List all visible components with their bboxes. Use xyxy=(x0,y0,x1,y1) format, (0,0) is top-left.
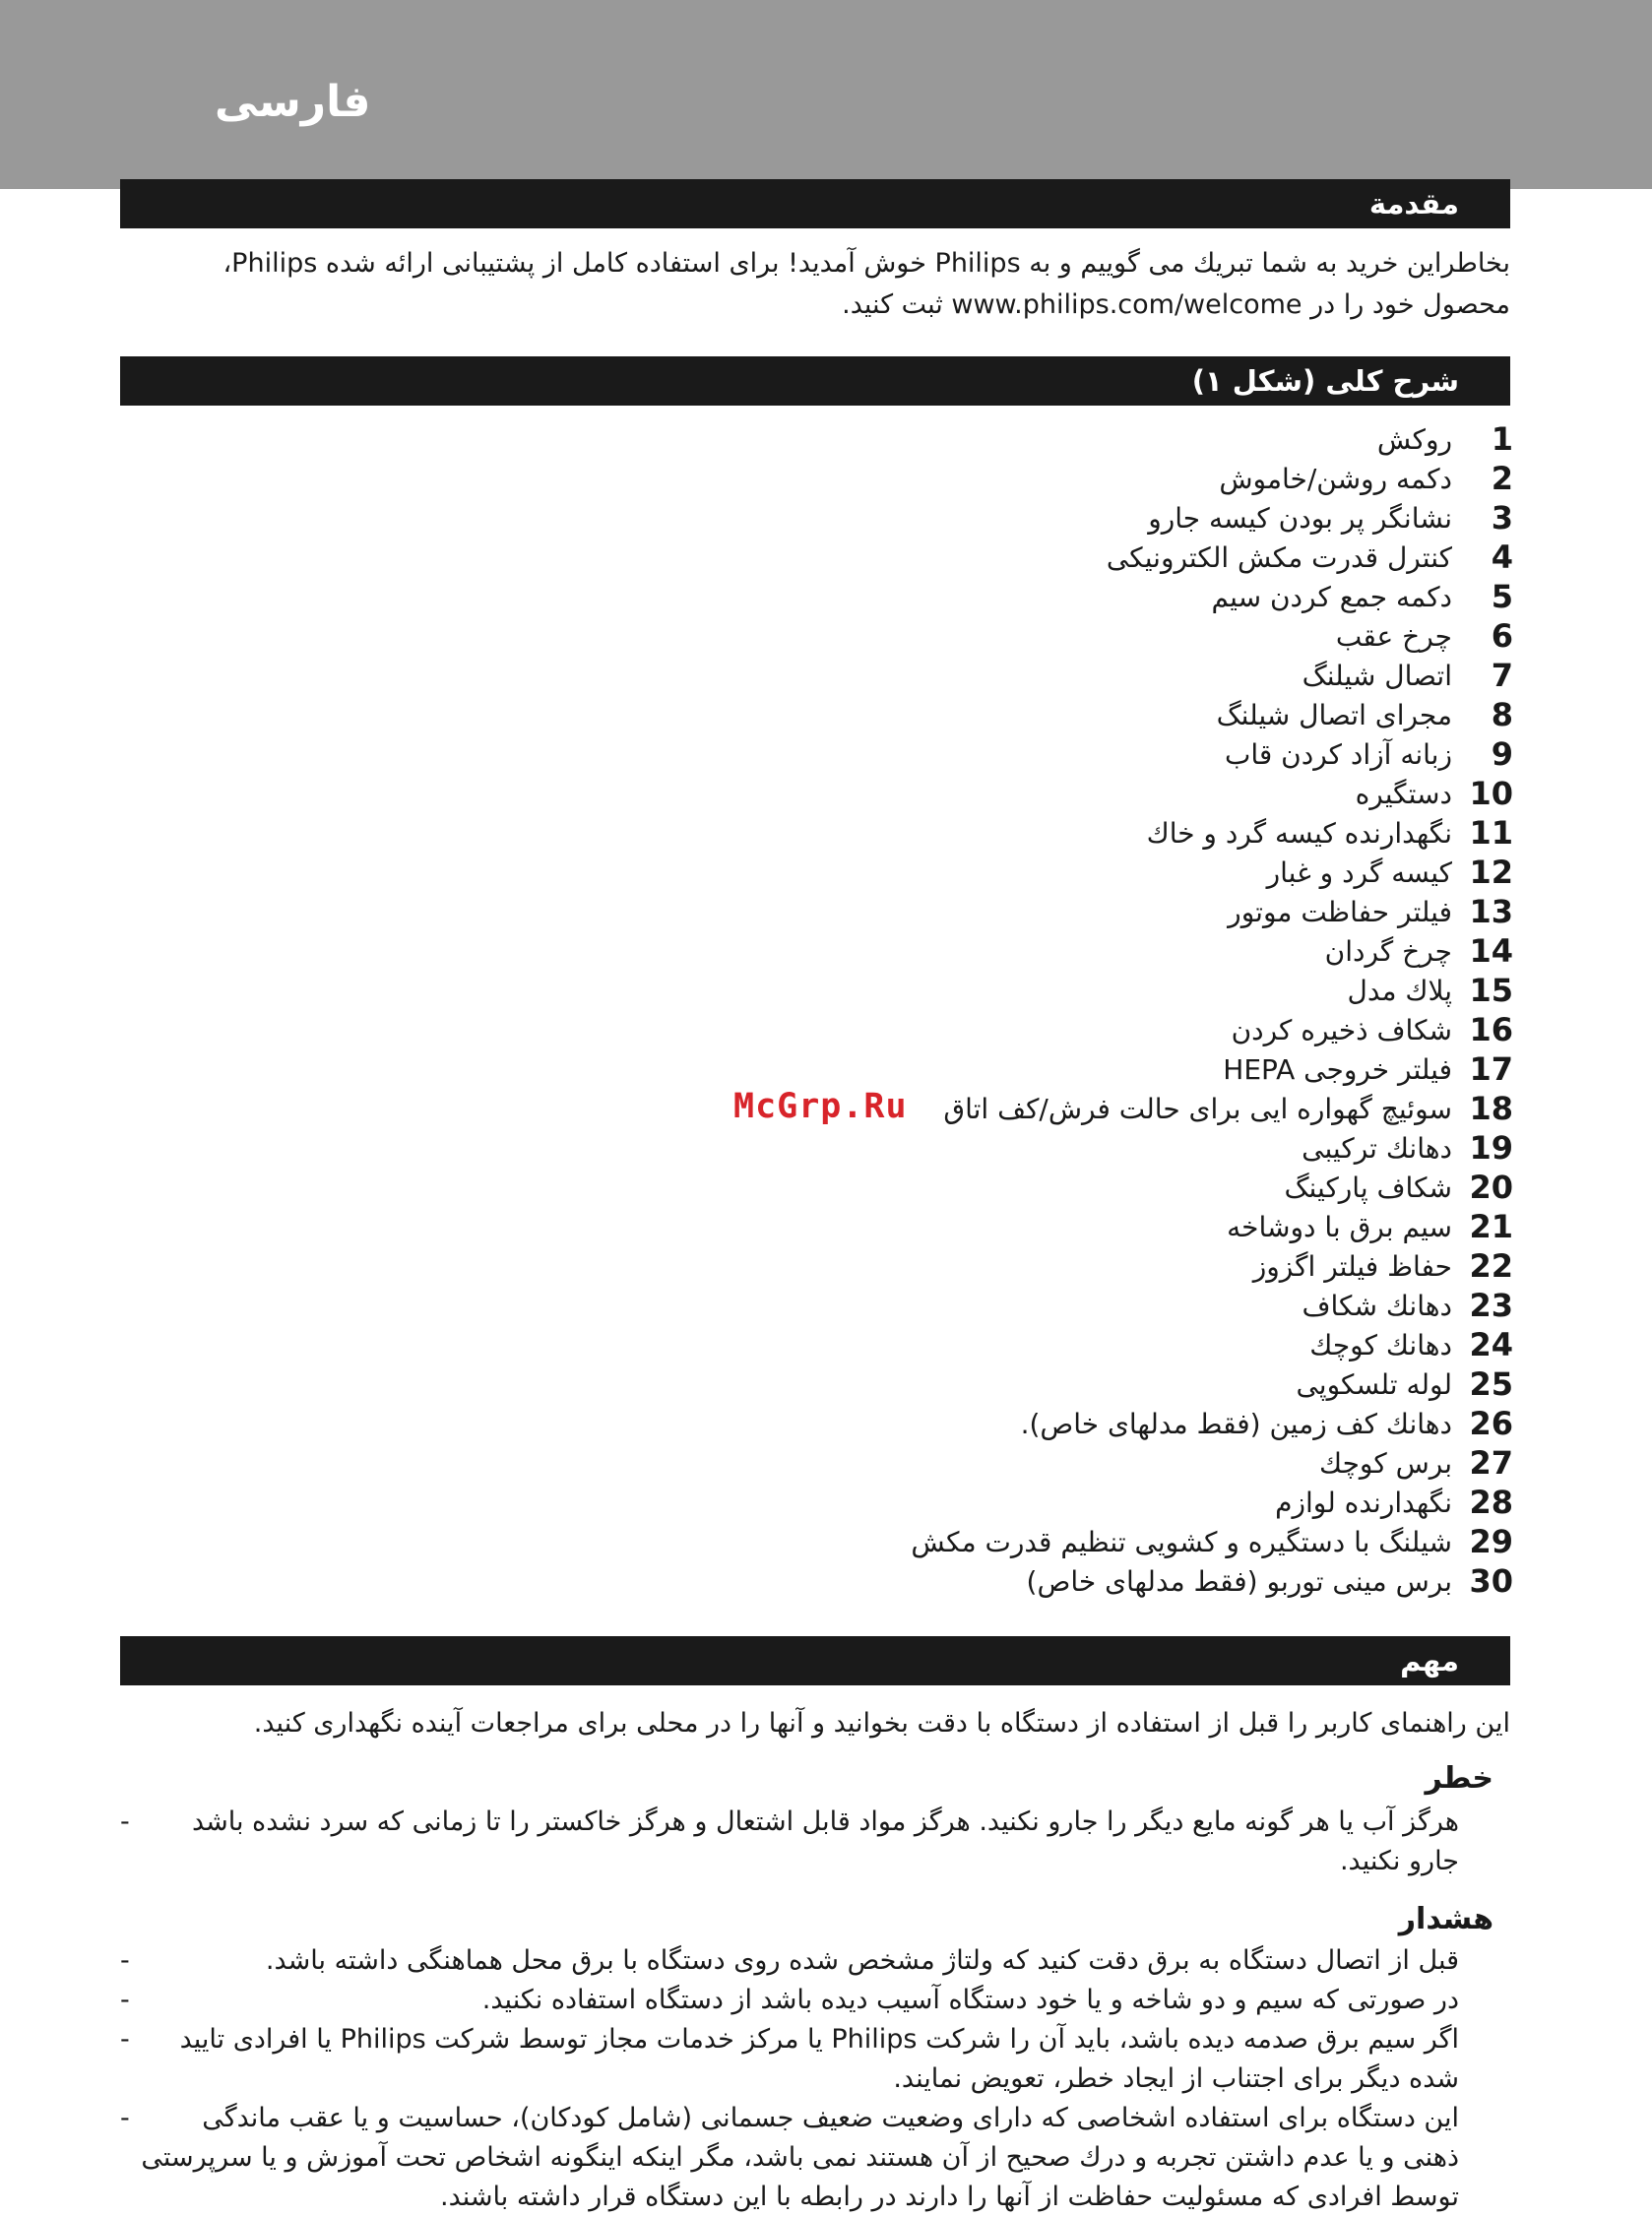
parts-list-item xyxy=(430,616,1513,656)
part-number: 2 xyxy=(1491,460,1513,497)
part-number: 28 xyxy=(1469,1484,1513,1521)
parts-list-item xyxy=(430,577,1513,616)
bullet-item xyxy=(120,2099,1510,2217)
part-label: دهانك شكاف xyxy=(1302,1289,1452,1322)
part-label: دستگیره xyxy=(1355,777,1452,810)
part-number: 21 xyxy=(1469,1208,1513,1245)
parts-list-item xyxy=(430,1561,1513,1601)
part-number: 1 xyxy=(1491,420,1513,458)
parts-list-item xyxy=(430,734,1513,774)
part-number: 10 xyxy=(1469,775,1513,812)
part-label: اتصال شیلنگ xyxy=(1302,659,1452,692)
part-label: سیم برق با دوشاخه xyxy=(1227,1210,1452,1243)
bullet-text: هرگز آب یا هر گونه مایع دیگر را جارو نكنید. هرگز مواد قابل اشتعال و هرگز خاكستر را تا زمانی كه سرد نشده باشد جارو نكنید. xyxy=(191,1806,1459,1876)
part-label: چرخ عقب xyxy=(1335,619,1452,653)
parts-list-item xyxy=(430,538,1513,577)
bullet-item xyxy=(120,2020,1510,2099)
part-label: برس مینی توربو (فقط مدلهای خاص) xyxy=(1026,1564,1452,1598)
section-heading-intro: مقدمة xyxy=(120,179,1510,228)
parts-list-item xyxy=(430,971,1513,1010)
bullet-text: قبل از اتصال دستگاه به برق دقت كنید كه ولتاژ مشخص شده روی دستگاه با برق محل هماهنگی داشته باشد. xyxy=(265,1945,1459,1976)
part-label: پلاك مدل xyxy=(1347,974,1452,1007)
part-number: 26 xyxy=(1469,1405,1513,1442)
important-intro: این راهنمای كاربر را قبل از استفاده از دستگاه با دقت بخوانید و آنها را در محلی برای مراجعات آینده نگهداری كنید. xyxy=(253,1708,1510,1739)
part-label: نگهدارنده كیسه گرد و خاك xyxy=(1146,816,1452,850)
parts-list-item xyxy=(430,1010,1513,1049)
part-number: 8 xyxy=(1491,696,1513,733)
part-label: زبانه آزاد كردن قاب xyxy=(1225,737,1452,771)
parts-list-item xyxy=(430,1286,1513,1325)
parts-list-item xyxy=(430,1207,1513,1246)
bullet-dash: - xyxy=(120,2024,130,2055)
part-label: نگهدارنده لوازم xyxy=(1275,1486,1452,1519)
part-number: 7 xyxy=(1491,657,1513,694)
part-number: 14 xyxy=(1469,932,1513,970)
part-label: شكاف پاركینگ xyxy=(1284,1171,1452,1204)
language-title: فارسی xyxy=(215,77,371,127)
parts-list-item xyxy=(430,1246,1513,1286)
bullet-item xyxy=(120,1941,1510,1981)
part-number: 11 xyxy=(1469,814,1513,852)
part-number: 12 xyxy=(1469,854,1513,891)
part-number: 5 xyxy=(1491,578,1513,615)
parts-list-item xyxy=(430,656,1513,695)
section-heading-important: مهم xyxy=(120,1636,1510,1685)
part-number: 4 xyxy=(1491,538,1513,576)
part-label: لوله تلسكوپی xyxy=(1296,1367,1452,1401)
part-label: فیلتر حفاظت موتور xyxy=(1228,895,1452,928)
parts-list-item xyxy=(430,1049,1513,1089)
part-label: فیلتر خروجی HEPA xyxy=(1223,1052,1452,1086)
part-number: 25 xyxy=(1469,1365,1513,1403)
part-label: حفاظ فیلتر اگزوز xyxy=(1252,1249,1452,1283)
parts-list-item xyxy=(430,931,1513,971)
parts-list-item xyxy=(430,853,1513,892)
parts-list-item xyxy=(430,1168,1513,1207)
bullet-text: در صورتی كه سیم و دو شاخه و یا خود دستگاه آسیب دیده باشد از دستگاه استفاده نكنید. xyxy=(481,1985,1459,2015)
part-number: 18 xyxy=(1469,1090,1513,1127)
danger-list xyxy=(120,1803,1510,1881)
part-number: 16 xyxy=(1469,1011,1513,1048)
danger-title: خطر xyxy=(1425,1761,1493,1796)
part-number: 29 xyxy=(1469,1523,1513,1560)
parts-list-item xyxy=(430,1483,1513,1522)
bullet-item xyxy=(120,1981,1510,2020)
bullet-dash: - xyxy=(120,1985,130,2015)
part-label: شكاف ذخیره كردن xyxy=(1231,1013,1452,1046)
part-number: 20 xyxy=(1469,1169,1513,1206)
parts-list-item xyxy=(430,1443,1513,1483)
parts-list xyxy=(430,419,1513,1601)
part-number: 23 xyxy=(1469,1287,1513,1324)
watermark: McGrp.Ru xyxy=(733,1087,908,1126)
part-number: 22 xyxy=(1469,1247,1513,1285)
part-number: 15 xyxy=(1469,972,1513,1009)
parts-list-item xyxy=(430,774,1513,813)
part-label: برس كوچك xyxy=(1318,1446,1452,1480)
parts-list-item xyxy=(430,1128,1513,1168)
part-number: 19 xyxy=(1469,1129,1513,1167)
part-number: 17 xyxy=(1469,1050,1513,1088)
part-label: دكمه روشن/خاموش xyxy=(1219,462,1452,495)
part-number: 3 xyxy=(1491,499,1513,537)
part-number: 6 xyxy=(1491,617,1513,655)
parts-list-item xyxy=(430,1364,1513,1404)
parts-list-item xyxy=(430,695,1513,734)
part-label: شیلنگ با دستگیره و كشویی تنظیم قدرت مكش xyxy=(911,1525,1452,1558)
part-number: 9 xyxy=(1491,735,1513,773)
part-label: سوئیچ گهواره ایی برای حالت فرش/كف اتاق xyxy=(943,1092,1452,1125)
warning-list xyxy=(120,1941,1510,2217)
parts-list-item xyxy=(430,419,1513,459)
part-number: 30 xyxy=(1469,1562,1513,1600)
parts-list-item xyxy=(430,1089,1513,1128)
part-label: دكمه جمع كردن سیم xyxy=(1211,580,1452,613)
part-label: كیسه گرد و غبار xyxy=(1266,855,1452,889)
part-number: 13 xyxy=(1469,893,1513,930)
parts-list-item xyxy=(430,459,1513,498)
bullet-dash: - xyxy=(120,1945,130,1976)
parts-list-item xyxy=(430,1404,1513,1443)
part-label: نشانگر پر بودن كیسه جارو xyxy=(1148,501,1452,535)
bullet-text: این دستگاه برای استفاده اشخاصی كه دارای وضعیت ضعیف جسمانی (شامل كودكان)، حساسیت و یا عقب ماندگی ذهنی و یا عدم داشتن تجربه و درك صحیح از آن هستند نمی باشد، مگر اینكه اینگونه اشخاص تحت آموزش و یا سرپرستی توسط افرادی كه مسئولیت حفاظت از آنها را دارند در رابطه با این دستگاه قرار داشته باشند. xyxy=(141,2103,1459,2212)
bullet-text: اگر سیم برق صدمه دیده باشد، باید آن را شركت Philips یا مركز خدمات مجاز توسط شركت Philips یا افرادی تایید شده دیگر برای اجتناب از ایجاد خطر، تعویض نمایند. xyxy=(179,2024,1459,2094)
warning-title: هشدار xyxy=(1398,1902,1493,1936)
part-label: دهانك كف زمین (فقط مدلهای خاص). xyxy=(1020,1407,1452,1440)
part-label: دهانك تركیبی xyxy=(1302,1131,1452,1165)
part-label: چرخ گردان xyxy=(1324,934,1452,968)
intro-line-1: بخاطراین خرید به شما تبریك می گوییم و به Philips خوش آمدید! برای استفاده كامل از پشتیبانی ارائه شده Philips، xyxy=(222,248,1510,279)
intro-line-2: محصول خود را در www.philips.com/welcome ثبت كنید. xyxy=(842,289,1510,320)
parts-list-item xyxy=(430,892,1513,931)
parts-list-item xyxy=(430,1522,1513,1561)
part-number: 27 xyxy=(1469,1444,1513,1482)
bullet-item xyxy=(120,1803,1510,1881)
section-heading-overview: شرح كلی (شكل ۱) xyxy=(120,356,1510,406)
bullet-dash: - xyxy=(120,2103,130,2133)
bullet-dash: - xyxy=(120,1806,130,1837)
part-label: دهانك كوچك xyxy=(1309,1328,1452,1362)
parts-list-item xyxy=(430,1325,1513,1364)
part-label: مجرای اتصال شیلنگ xyxy=(1216,698,1452,731)
part-label: روكش xyxy=(1376,422,1452,456)
part-label: كنترل قدرت مكش الكترونیكی xyxy=(1106,540,1452,574)
part-number: 24 xyxy=(1469,1326,1513,1363)
parts-list-item xyxy=(430,813,1513,853)
parts-list-item xyxy=(430,498,1513,538)
